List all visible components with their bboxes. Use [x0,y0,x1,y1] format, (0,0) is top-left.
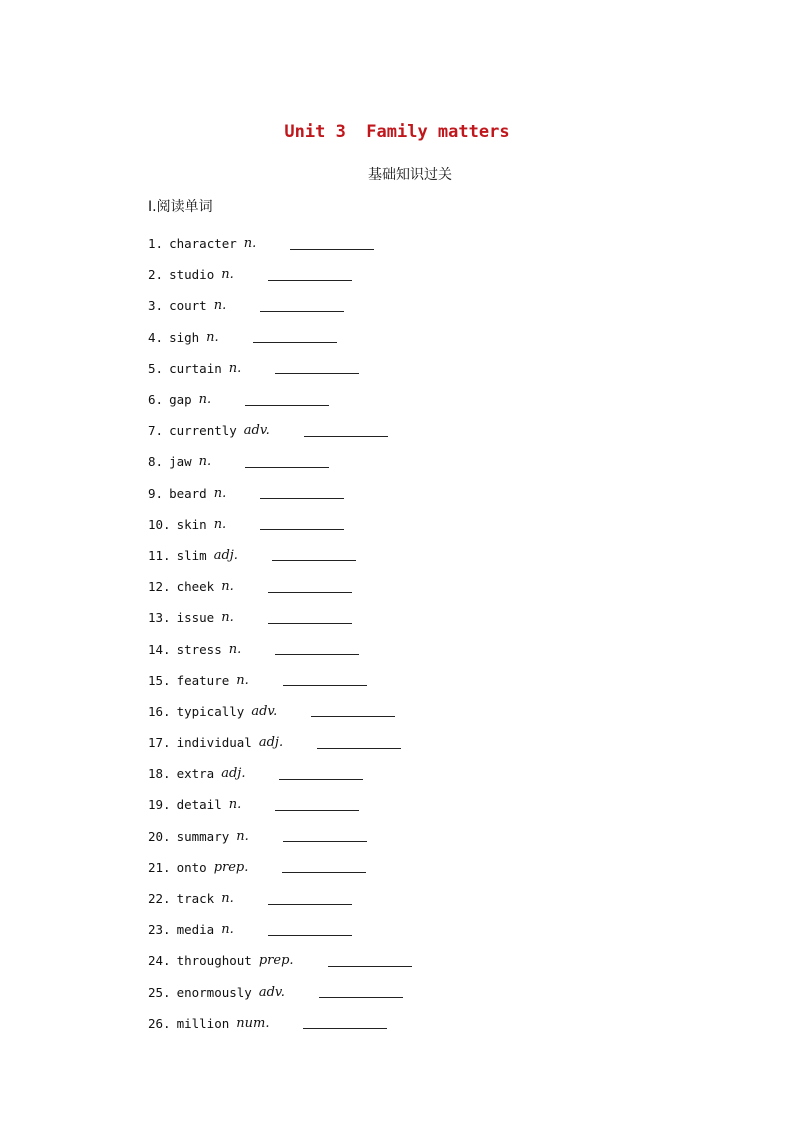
item-number: 2. [148,267,164,283]
item-number: 14. [148,641,171,657]
vocab-word: issue [176,610,215,626]
vocab-item [148,883,648,914]
vocab-item [148,633,648,664]
part-of-speech: n. [221,922,234,938]
vocab-item [148,228,648,259]
answer-blank[interactable] [268,591,352,593]
vocab-word: jaw [169,454,192,470]
item-number: 22. [148,891,171,907]
answer-blank[interactable] [272,559,356,561]
vocab-item [148,353,648,384]
vocab-word: character [169,236,237,252]
item-number: 9. [148,485,164,501]
part-of-speech: n. [236,672,249,688]
part-of-speech: prep. [258,953,294,969]
item-number: 20. [148,828,171,844]
item-number: 23. [148,922,171,938]
vocab-word: enormously [176,984,252,1000]
answer-blank[interactable] [290,248,374,250]
answer-blank[interactable] [268,903,352,905]
answer-blank[interactable] [268,934,352,936]
vocab-word: summary [176,828,230,844]
answer-blank[interactable] [260,310,344,312]
part-of-speech: adv. [258,984,285,1000]
vocab-item [148,540,648,571]
item-number: 18. [148,766,171,782]
vocab-word: currently [169,423,237,439]
answer-blank[interactable] [253,341,337,343]
answer-blank[interactable] [245,466,329,468]
part-of-speech: adv. [251,703,278,719]
answer-blank[interactable] [245,404,329,406]
vocab-word: stress [176,641,222,657]
part-of-speech: n. [228,641,242,657]
vocab-word: individual [176,735,252,751]
item-number: 12. [148,579,171,595]
part-of-speech: n. [213,298,227,314]
vocab-item [148,665,648,696]
vocab-word: track [176,891,215,907]
item-number: 5. [148,360,164,376]
part-of-speech: adv. [243,423,270,439]
item-number: 7. [148,423,164,439]
part-label: Ⅰ.阅读单词 [148,199,213,215]
vocab-item [148,322,648,353]
vocab-item [148,914,648,945]
part-of-speech: n. [221,267,234,283]
vocab-word: sigh [169,329,200,345]
vocab-word: feature [176,672,230,688]
vocab-word: extra [176,766,215,782]
item-number: 11. [148,547,171,563]
section-heading: 基础知识过关 [368,167,452,183]
vocab-word: studio [169,267,215,283]
answer-blank[interactable] [275,372,359,374]
vocab-item [148,945,648,976]
vocab-word: throughout [176,953,252,969]
part-of-speech: n. [198,454,212,470]
vocab-item [148,1008,648,1039]
vocab-item [148,509,648,540]
answer-blank[interactable] [279,778,363,780]
answer-blank[interactable] [283,684,367,686]
answer-blank[interactable] [303,1027,387,1029]
answer-blank[interactable] [311,715,395,717]
part-of-speech: n. [221,579,234,595]
vocabulary-list [148,228,648,1039]
part-of-speech: n. [221,610,234,626]
answer-blank[interactable] [275,809,359,811]
vocab-word: detail [176,797,222,813]
vocab-word: million [176,1015,230,1031]
vocab-item [148,571,648,602]
vocab-item [148,789,648,820]
item-number: 16. [148,703,171,719]
unit-title: Unit 3 Family matters [284,122,510,142]
part-of-speech: adj. [213,547,238,563]
answer-blank[interactable] [260,497,344,499]
answer-blank[interactable] [282,871,366,873]
item-number: 4. [148,329,164,345]
part-of-speech: n. [198,392,212,408]
part-of-speech: n. [228,360,242,376]
answer-blank[interactable] [317,747,401,749]
vocab-word: beard [169,485,207,501]
vocab-word: typically [176,703,245,719]
vocab-item [148,852,648,883]
vocab-item [148,727,648,758]
vocab-word: media [176,922,215,938]
vocab-item [148,478,648,509]
item-number: 25. [148,984,171,1000]
vocab-item [148,415,648,446]
vocab-word: cheek [176,579,215,595]
vocab-word: court [169,298,207,314]
vocab-word: gap [169,392,192,408]
answer-blank[interactable] [328,965,412,967]
item-number: 17. [148,735,171,751]
vocab-word: onto [176,859,207,875]
item-number: 6. [148,392,164,408]
part-of-speech: n. [213,516,227,532]
answer-blank[interactable] [268,622,352,624]
item-number: 24. [148,953,171,969]
answer-blank[interactable] [283,840,367,842]
part-of-speech: n. [228,797,242,813]
vocab-word: curtain [169,360,222,376]
item-number: 26. [148,1015,171,1031]
item-number: 13. [148,610,171,626]
item-number: 21. [148,859,171,875]
vocab-item [148,758,648,789]
vocab-item [148,821,648,852]
vocab-item [148,602,648,633]
vocab-item [148,696,648,727]
vocab-item [148,259,648,290]
part-of-speech: adj. [221,766,246,782]
item-number: 8. [148,454,164,470]
answer-blank[interactable] [304,435,388,437]
part-of-speech: adj. [258,735,284,751]
part-of-speech: n. [221,891,234,907]
item-number: 10. [148,516,171,532]
item-number: 3. [148,298,164,314]
part-of-speech: n. [213,485,227,501]
vocab-word: skin [176,516,207,532]
item-number: 19. [148,797,171,813]
item-number: 15. [148,672,171,688]
vocab-item [148,977,648,1008]
answer-blank[interactable] [319,996,403,998]
item-number: 1. [148,236,164,252]
vocab-item [148,384,648,415]
vocab-item [148,446,648,477]
part-of-speech: n. [236,828,249,844]
answer-blank[interactable] [275,653,359,655]
answer-blank[interactable] [260,528,344,530]
vocab-word: slim [176,547,207,563]
part-of-speech: prep. [213,859,249,875]
part-of-speech: n. [206,329,219,345]
part-of-speech: num. [236,1015,270,1031]
part-of-speech: n. [243,236,257,252]
vocab-item [148,290,648,321]
answer-blank[interactable] [268,279,352,281]
